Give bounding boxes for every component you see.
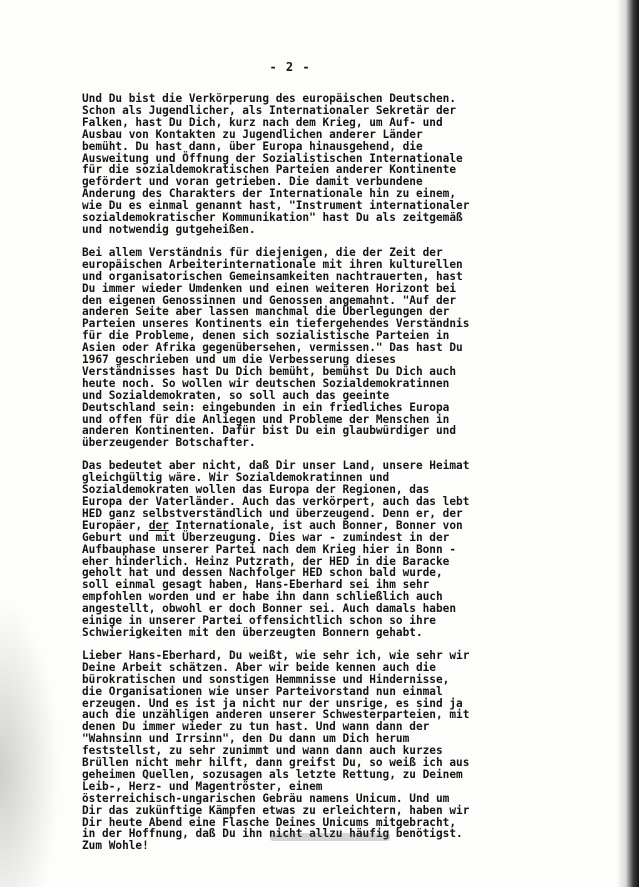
paragraph-1 (82, 93, 602, 236)
text-line: Ausweitung und Öffnung der Sozialistischen Internationale (82, 151, 463, 165)
text-line: anderen Kontinenten. Dafür bist Du ein glaubwürdiger und (82, 424, 457, 438)
text-line: geheimen Quellen, sozusagen als letzte Rettung, zu Deinem (82, 767, 463, 781)
text-line: bemüht. Du hast dann, über Europa hinausgehend, die (82, 139, 423, 153)
text-line: geholt hat und dessen Nachfolger HED schon bald wurde, (82, 566, 443, 580)
paragraph-4 (82, 650, 602, 852)
text-line: sozialdemokratischer Kommunikation" hast Du als zeitgemäß (82, 211, 463, 225)
text-line: Leib-, Herz- und Magentröster, einem (82, 779, 323, 793)
text-line: überzeugender Botschafter. (82, 436, 256, 450)
text-line: Das bedeutet aber nicht, daß Dir unser Land, unsere Heimat (82, 459, 470, 473)
text-line: Verständnisses hast Du Dich bemüht, bemühst Du Dich auch (82, 364, 457, 378)
text-line: soll einmal gesagt haben, Hans-Eberhard sei ihm sehr (82, 578, 430, 592)
text-line: bürokratischen und sonstigen Hemmnisse und Hindernisse, (82, 672, 450, 686)
text-line: 1967 geschrieben und um die Verbesserung dieses (82, 353, 396, 367)
text-line: Bei allem Verständnis für diejenigen, die der Zeit der (82, 245, 443, 259)
text-line: europäischen Arbeiterinternationale mit ihren kulturellen (82, 257, 463, 271)
scan-shadow-right (617, 0, 639, 887)
paragraph-3 (82, 460, 602, 639)
text-line: Du immer wieder Umdenken und einen weiteren Horizont bei (82, 281, 457, 295)
text-line: die Organisationen wie unser Parteivorstand nun einmal (82, 684, 443, 698)
text-line: und Sozialdemokraten, so soll auch das geeinte (82, 388, 390, 402)
letter-body (82, 93, 602, 863)
text-line: gefördert und voran getrieben. Die damit verbundene (82, 175, 423, 189)
text-line: Und Du bist die Verkörperung des europäischen Deutschen. (82, 92, 457, 105)
scan-shadow-left (0, 600, 60, 887)
text-line: eher hinderlich. Heinz Putzrath, der HED in die Baracke (82, 554, 450, 568)
text-line: Lieber Hans-Eberhard, Du weißt, wie sehr ich, wie sehr wir (82, 648, 470, 662)
text-line: wie Du es einmal genannt hast, "Instrument internationaler (82, 199, 470, 213)
text-line: "Wahnsinn und Irrsinn", den Du dann um Dich herum (82, 732, 410, 746)
text-line: anderen Seite aber lassen manchmal die Überlegungen der (82, 305, 450, 319)
text-line: einige in unserer Partei offensichtlich schon so ihre (82, 614, 436, 628)
text-line: Asien oder Afrika gegenübersehen, vermissen." Das hast Du (82, 341, 463, 355)
scan-smudge (270, 833, 390, 841)
text-line: Dir heute Abend eine Flasche Deines Unicums mitgebracht, (82, 815, 457, 829)
page-number: - 2 - (269, 60, 311, 74)
paragraph-2 (82, 247, 602, 449)
text-line: Schwierigkeiten mit den überzeugten Bonnern gehabt. (82, 625, 423, 639)
text-line: den eigenen Genossinnen und Genossen angemahnt. "Auf der (82, 293, 457, 307)
text-line: HED ganz selbstverständlich und überzeugend. Denn er, der (82, 506, 463, 520)
text-line: Falken, hast Du Dich, kurz nach dem Krieg, um Auf- und (82, 115, 443, 129)
text-line: empfohlen worden und er habe ihn dann schließlich auch (82, 590, 443, 604)
text-line: und organisatorischen Gemeinsamkeiten nachtrauerten, hast (82, 269, 463, 283)
text-line: Geburt und mit Überzeugung. Dies war - zumindest in der (82, 530, 450, 544)
text-line: Schon als Jugendlicher, als Internationaler Sekretär der (82, 103, 457, 117)
text-line: gleichgültig wäre. Wir Sozialdemokratinnen und (82, 471, 390, 485)
text-line: Deine Arbeit schätzen. Aber wir beide kennen auch die (82, 660, 436, 674)
text-line: heute noch. So wollen wir deutschen Sozialdemokratinnen (82, 376, 450, 390)
text-line: Zum Wohle! (82, 839, 149, 853)
text-line: Sozialdemokraten wollen das Europa der Regionen, das (82, 483, 430, 497)
text-line: erzeugen. Und es ist ja nicht nur der unsrige, es sind ja (82, 696, 463, 710)
text-line: und notwendig gutgeheißen. (82, 222, 256, 236)
text-line: Ausbau von Kontakten zu Jugendlichen anderer Länder (82, 127, 423, 141)
text-line: auch die unzähligen anderen unserer Schwesterparteien, mit (82, 708, 470, 722)
text-line: Deutschland sein: eingebunden in ein friedliches Europa (82, 400, 450, 414)
text-line: angestellt, obwohl er doch Bonner sei. Auch damals haben (82, 602, 457, 616)
text-line: für die sozialdemokratischen Parteien anderer Kontinente (82, 163, 457, 177)
text-line: Aufbauphase unserer Partei nach dem Krieg hier in Bonn - (82, 542, 457, 556)
text-line: denen Du immer wieder zu tun hast. Und wann dann der (82, 720, 430, 734)
text-line: Dir das zukünftige Kämpfen etwas zu erleichtern, haben wir (82, 803, 470, 817)
text-line: österreichisch-ungarischen Gebräu namens Unicum. Und um (82, 791, 450, 805)
text-line: Brüllen nicht mehr hilft, dann greifst Du, so weiß ich aus (82, 756, 470, 770)
text-line: Parteien unseres Kontinents ein tiefergehendes Verständnis (82, 317, 470, 331)
text-line-underlined-der: Europäer, der Internationale, ist auch Bonner, Bonner von (82, 518, 463, 532)
text-line: für die Probleme, denen sich sozialistische Parteien in (82, 329, 450, 343)
text-line: Europa der Vaterländer. Auch das verkörpert, auch das lebt (82, 495, 470, 508)
text-line: Änderung des Charakters der Internationale hin zu einem, (82, 187, 457, 201)
text-line: feststellst, zu sehr zunimmt und wann dann auch kurzes (82, 744, 443, 758)
text-line: und offen für die Anliegen und Probleme der Menschen in (82, 412, 450, 426)
text-line: in der Hoffnung, daß Du ihn nicht allzu häufig benötigst. (82, 827, 463, 841)
